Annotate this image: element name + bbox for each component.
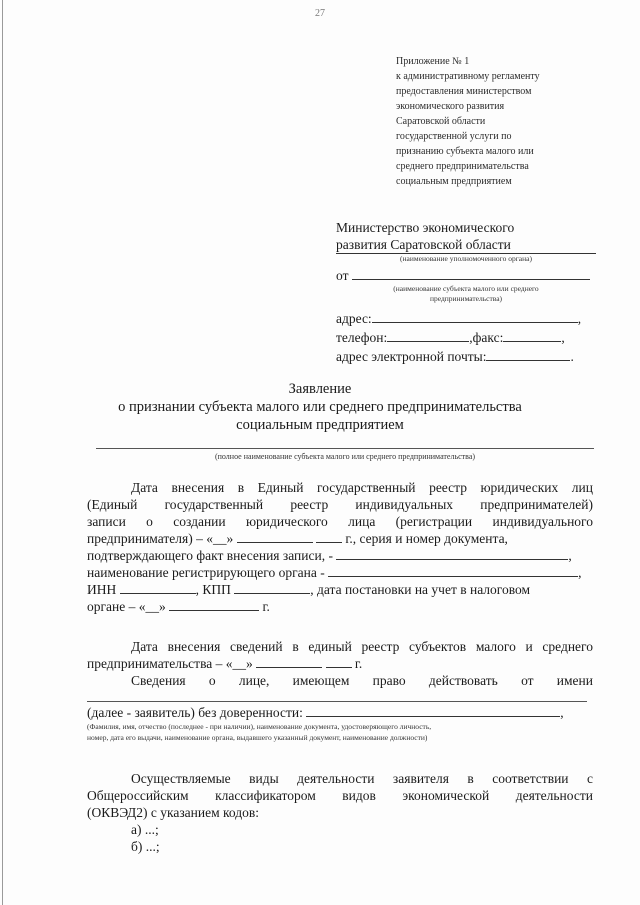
fax-label: ,факс:	[469, 330, 504, 345]
fullname-field[interactable]	[96, 447, 594, 449]
fullname-caption: (полное наименование субъекта малого или среднего предпринимательства)	[214, 452, 476, 461]
email-row: адрес электронной почты: .	[336, 349, 574, 364]
representative-field[interactable]	[87, 689, 587, 702]
from-field[interactable]	[352, 267, 590, 280]
sme-month-field[interactable]	[256, 655, 322, 668]
text-line: (ОКВЭД2) с указанием кодов:	[87, 805, 259, 820]
inn-field[interactable]	[120, 581, 196, 594]
inn-kpp-row: ИНН , КПП , дата постановки на учет в налоговом	[87, 582, 531, 597]
tax-registration-row: органе – «__» г.	[87, 599, 270, 614]
appendix-line: признанию субъекта малого или	[396, 146, 534, 157]
registering-authority-row: наименование регистрирующего органа - ,	[87, 565, 582, 580]
text-line: (Единый государственный реестр индивидуальных предпринимателей)	[87, 497, 593, 512]
sme-date-row: предпринимательства – «__» г.	[87, 656, 363, 671]
phone-field[interactable]	[387, 329, 469, 342]
applicant-field[interactable]	[306, 704, 560, 717]
addressee-block	[336, 219, 606, 365]
applicant-caption-1: (наименование субъекта малого или среднего	[393, 284, 539, 293]
applicant-row: (далее - заявитель) без доверенности: ,	[87, 705, 564, 720]
title-line-1: Заявление	[288, 381, 352, 397]
phone-label: телефон:	[336, 330, 388, 345]
text-line: Дата внесения сведений в единый реестр субъектов малого и среднего	[131, 639, 593, 654]
from-label: от	[336, 268, 349, 283]
paragraph-sme-register	[87, 638, 593, 743]
applicant-caption-2: предпринимательства)	[429, 294, 503, 303]
fax-field[interactable]	[503, 329, 561, 342]
registration-month-field[interactable]	[237, 530, 313, 543]
text-line: Дата внесения в Единый государственный реестр юридических лиц	[131, 480, 593, 495]
activity-item-b: б) ...;	[131, 839, 160, 854]
email-label: адрес электронной почты:	[336, 349, 487, 364]
tax-date-field[interactable]	[169, 598, 259, 611]
address-label: адрес:	[336, 311, 372, 326]
paragraph-activities	[87, 770, 593, 855]
page-number: 27	[315, 8, 325, 19]
appendix-line: экономического развития	[396, 101, 505, 112]
appendix-line: к административному регламенту	[396, 71, 540, 82]
registration-date-row: предпринимателя) – «__» г., серия и номер документа,	[87, 531, 508, 546]
applicant-caption-1: (Фамилия, имя, отчество (последнее - при наличии), наименование документа, удостоверяющего личность,	[87, 722, 432, 731]
sme-year-field[interactable]	[326, 655, 352, 668]
text-line: записи о создании юридического лица (регистрации индивидуального	[87, 514, 593, 529]
addressee-line-1: Министерство экономического	[336, 220, 515, 235]
from-row	[336, 267, 606, 284]
appendix-line: Саратовской области	[396, 116, 486, 127]
text-line: Сведения о лице, имеющем право действовать от имени	[131, 673, 593, 688]
text-line: Общероссийским классификатором видов экономической деятельности	[87, 788, 593, 803]
paragraph-registration	[87, 479, 593, 615]
appendix-line: среднего предпринимательства	[396, 161, 529, 172]
registering-authority-field[interactable]	[328, 564, 578, 577]
address-row: адрес: ,	[336, 311, 582, 326]
record-proof-row: подтверждающего факт внесения записи, - ,	[87, 548, 572, 563]
appendix-note	[396, 54, 606, 189]
addressee-line-2: развития Саратовской области	[336, 236, 596, 254]
applicant-caption-2: номер, дата его выдачи, наименование органа, выдавшего указанный документ, наименование должности)	[87, 733, 428, 742]
kpp-field[interactable]	[234, 581, 310, 594]
appendix-line: предоставления министерством	[396, 86, 532, 97]
page-edge-line	[2, 0, 3, 905]
record-document-field[interactable]	[336, 547, 568, 560]
title-line-3: социальным предприятием	[236, 417, 404, 433]
email-field[interactable]	[486, 348, 570, 361]
authority-caption: (наименование уполномоченного органа)	[400, 254, 532, 263]
title-line-2: о признании субъекта малого или среднего предпринимательства	[118, 399, 522, 415]
activity-item-a: а) ...;	[131, 822, 159, 837]
appendix-line: Приложение № 1	[396, 56, 470, 67]
appendix-line: государственной услуги по	[396, 131, 512, 142]
phone-fax-row: телефон: ,факс: ,	[336, 330, 565, 345]
address-field[interactable]	[372, 310, 578, 323]
registration-year-field[interactable]	[316, 530, 342, 543]
text-line: Осуществляемые виды деятельности заявителя в соответствии с	[131, 771, 593, 786]
statement-title	[60, 380, 580, 434]
appendix-line: социальным предприятием	[396, 176, 512, 187]
